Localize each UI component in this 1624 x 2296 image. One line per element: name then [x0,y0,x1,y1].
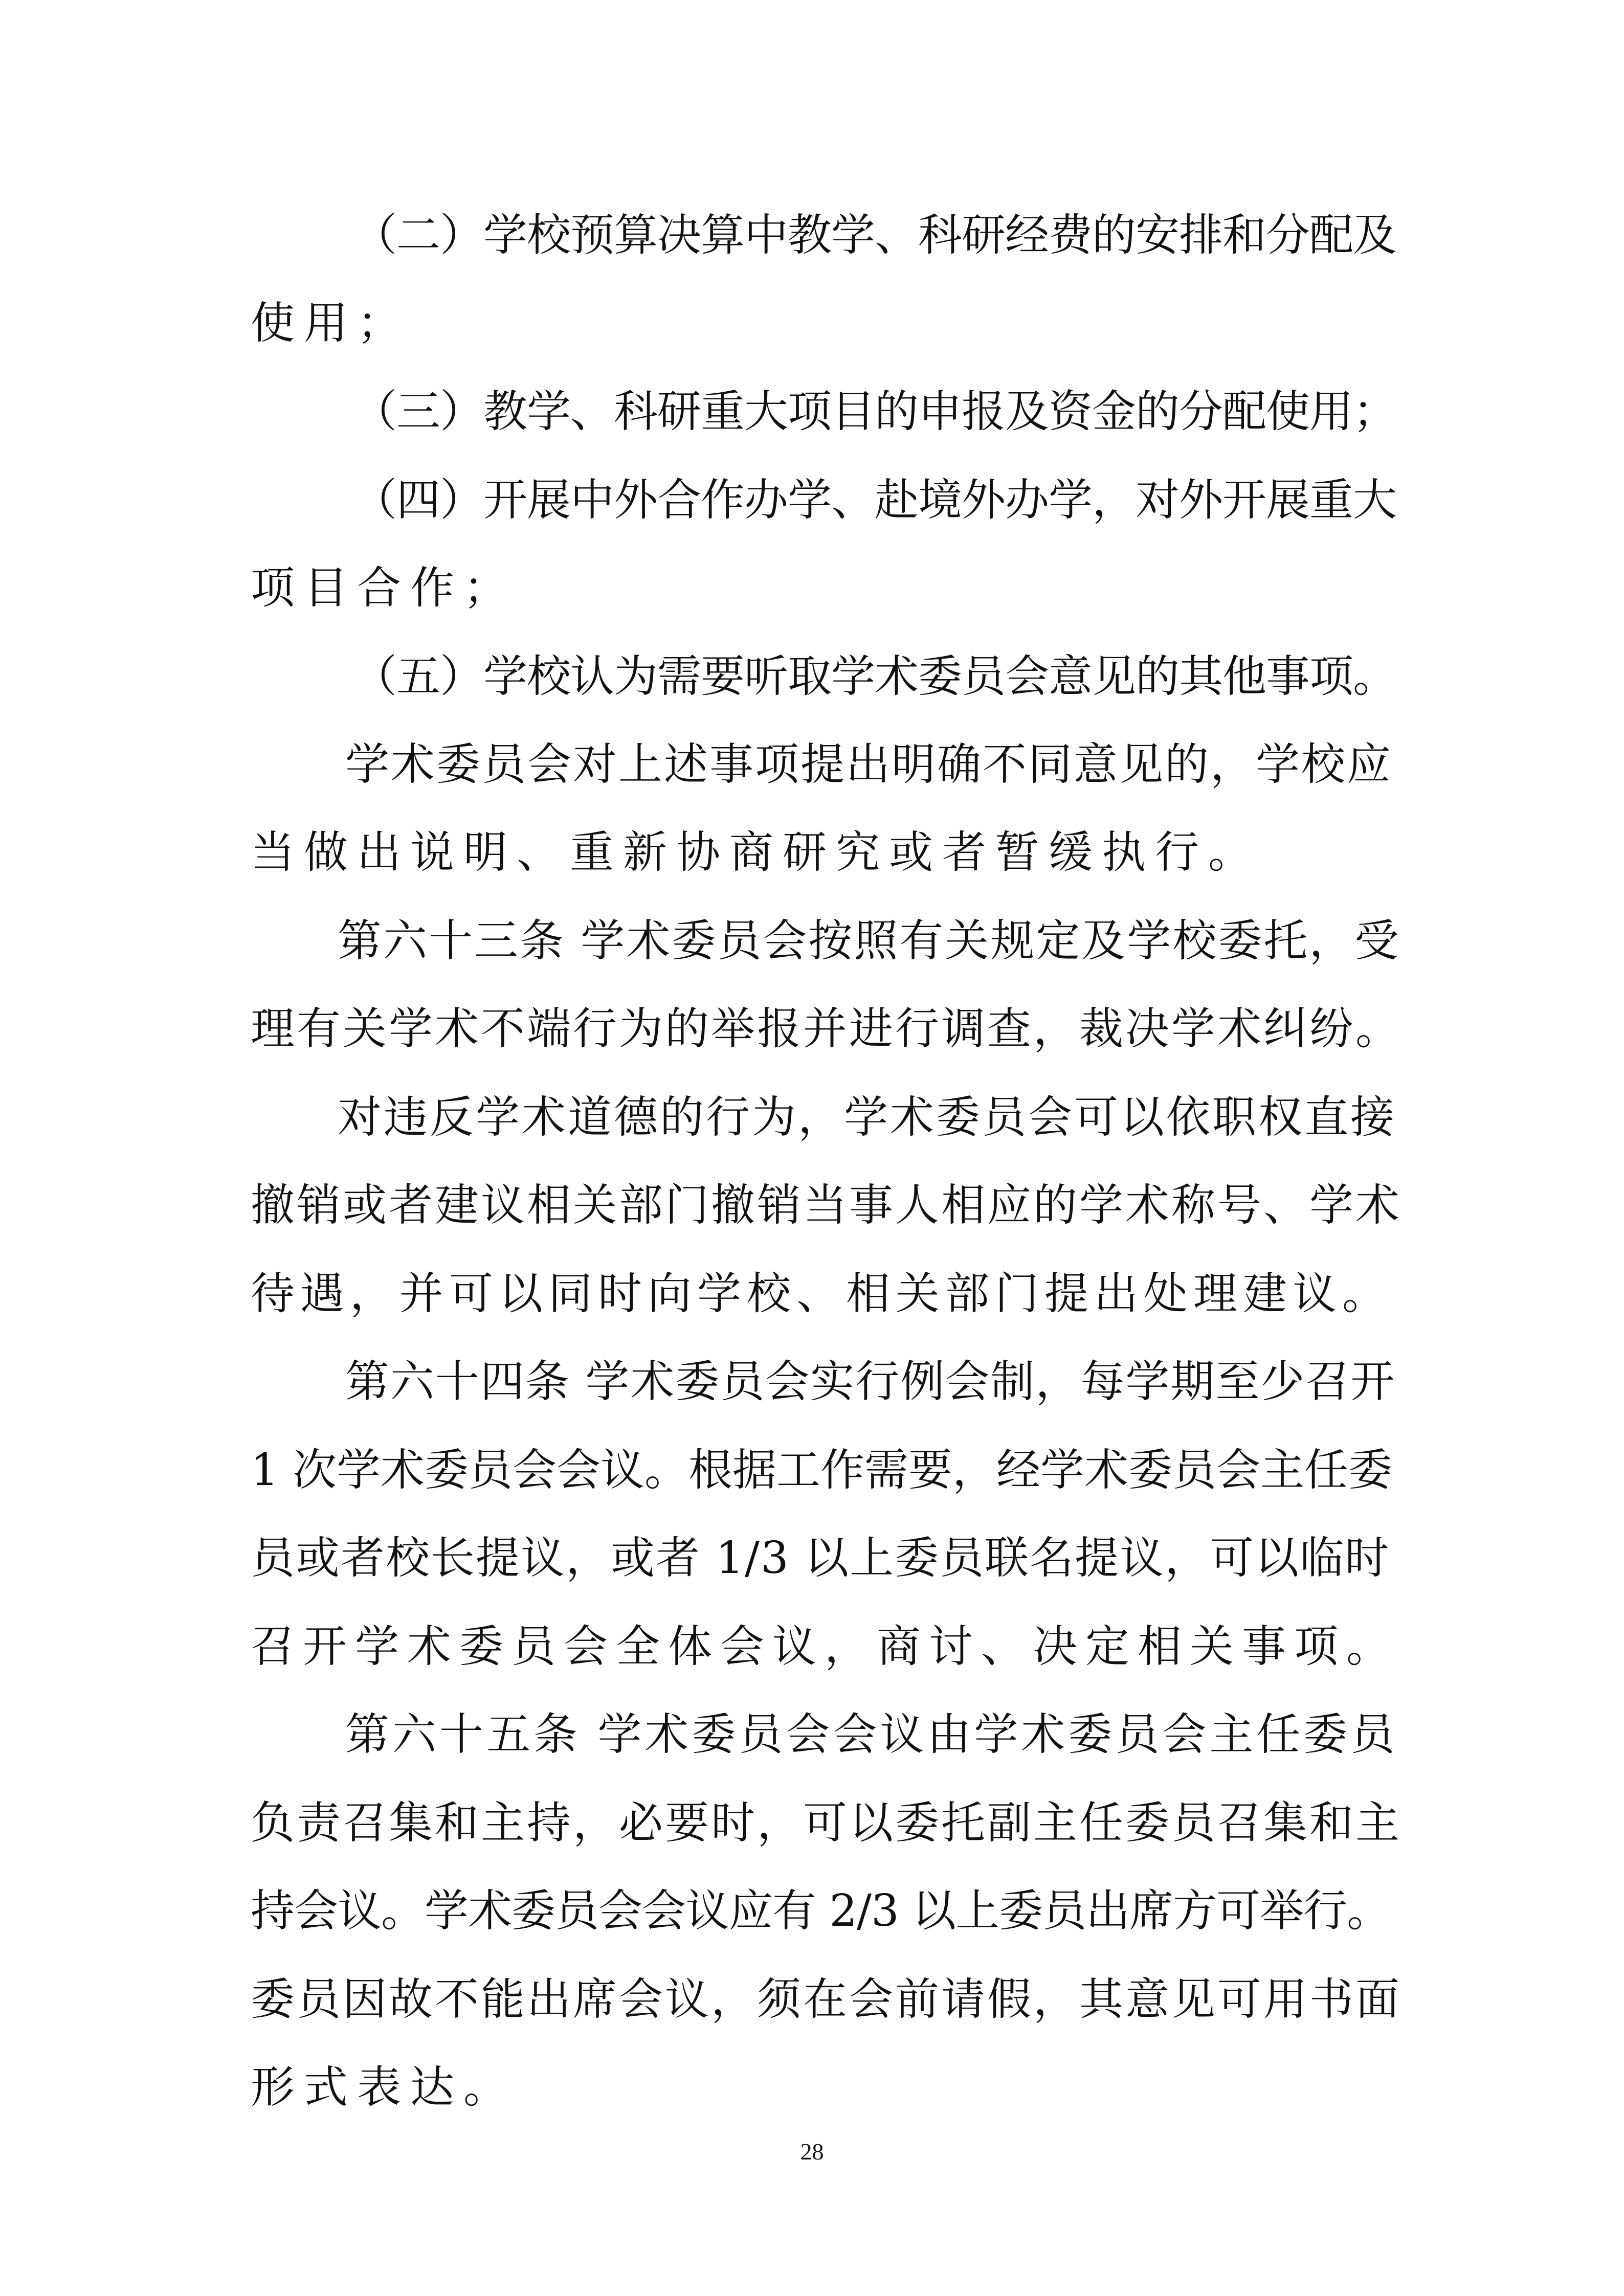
text-line: （二）学校预算决算中教学、科研经费的安排和分配及 [353,210,1396,261]
text-line: （四）开展中外合作办学、赴境外办学，对外开展重大 [353,475,1396,526]
text-line: 召开学术委员会全体会议，商讨、决定相关事项。 [251,1621,1398,1672]
text-line: 员或者校长提议，或者 1/3 以上委员联名提议，可以临时 [251,1533,1390,1584]
text-line: 当做出说明、重新协商研究或者暂缓执行。 [251,827,1261,878]
text-line: （三）教学、科研重大项目的申报及资金的分配使用； [353,386,1396,437]
text-line: 形式表达。 [251,2062,517,2113]
text-line: 1 次学术委员会会议。根据工作需要，经学术委员会主任委 [251,1445,1393,1496]
text-line: 待遇，并可以同时向学校、相关部门提出处理建议。 [251,1268,1392,1319]
text-line: 第六十五条 学术委员会会议由学术委员会主任委员 [345,1709,1398,1760]
text-line: 持会议。学术委员会会议应有 2/3 以上委员出席方可举行。 [251,1885,1391,1937]
text-line: 项目合作； [251,562,517,614]
text-line: 第六十四条 学术委员会实行例会制，每学期至少召开 [345,1356,1396,1407]
text-line: 学术委员会对上述事项提出明确不同意见的，学校应 [345,739,1392,790]
text-line: 撤销或者建议相关部门撤销当事人相应的学术称号、学术 [251,1180,1401,1231]
text-line: 负责召集和主持，必要时，可以委托副主任委员召集和主 [251,1797,1401,1849]
text-line: 对违反学术道德的行为，学术委员会可以依职权直接 [338,1092,1396,1143]
text-line: （五）学校认为需要听取学术委员会意见的其他事项。 [353,651,1396,702]
text-line: 理有关学术不端行为的举报并进行调查，裁决学术纠纷。 [251,1003,1401,1054]
text-line: 委员因故不能出席会议，须在会前请假，其意见可用书面 [251,1974,1401,2025]
page-number: 28 [800,2139,824,2165]
text-line: 使用； [251,298,410,349]
text-line: 第六十三条 学术委员会按照有关规定及学校委托，受 [338,915,1400,966]
